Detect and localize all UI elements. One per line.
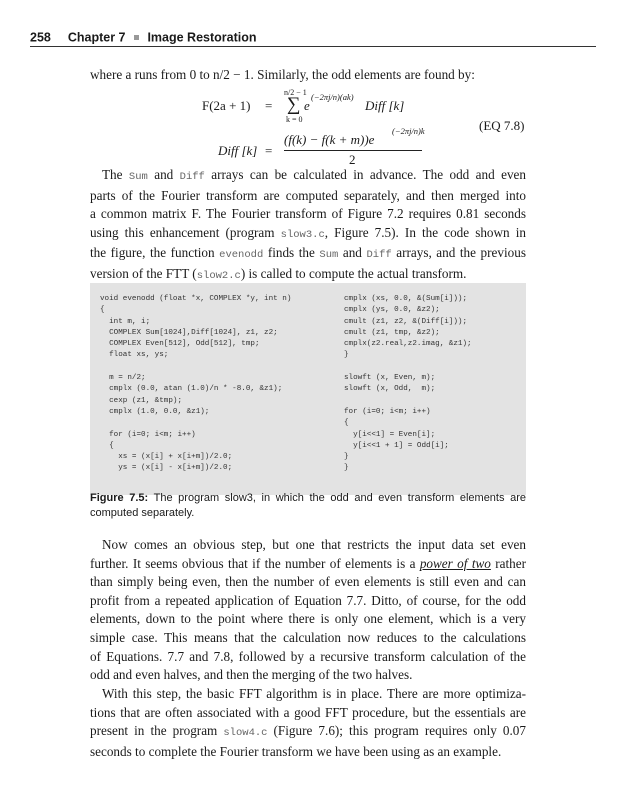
code-line: slowft (x, Even, m); — [344, 374, 436, 383]
equation-label: (EQ 7.8) — [479, 118, 525, 133]
eq-e: e — [304, 98, 310, 113]
code-line: m = n/2; — [100, 374, 146, 383]
code-inline: Sum — [128, 171, 148, 183]
code-inline: slow3.c — [280, 228, 325, 241]
code-line: cmplx (1.0, 0.0, &z1); — [100, 407, 210, 416]
separator-square-icon — [134, 35, 139, 40]
eq-equals-1: = — [265, 98, 273, 113]
code-inline: Sum — [319, 249, 339, 262]
code-line: xs = (x[i] + x[i+m])/2.0; — [100, 453, 233, 462]
code-line: cmult (z1, z2, &(Diff[i])); — [344, 317, 468, 326]
code-inline: slow2.c — [196, 269, 241, 282]
code-inline: Diff — [179, 171, 205, 183]
code-line: float xs, ys; — [100, 351, 169, 360]
chapter-label: Chapter 7 — [67, 30, 126, 45]
eq-denominator: 2 — [349, 152, 356, 167]
code-line: } — [344, 351, 349, 360]
code-line: { — [100, 306, 105, 315]
eq-exp-1: (−2πj/n)(ak) — [311, 92, 354, 102]
code-inline: slow4.c — [223, 727, 268, 740]
sigma-icon: ∑ — [287, 94, 301, 115]
eq-lhs-2: Diff [k] — [218, 143, 258, 158]
eq-numerator: (f(k) − f(k + m))e — [284, 132, 375, 147]
intro-paragraph: where a runs from 0 to n/2 − 1. Similarly, the odd elements are found by: — [90, 67, 475, 82]
paragraph-3: With this step, the basic FFT algorithm is in place. There are more optimiza- tions that are often associated with a good FFT procedure, but the essentials are present in the program slow4.c (Figure 7.6); this program requires only 0.07 seconds to complete the Fourier transform we have been using as an example. — [90, 686, 526, 759]
code-line: int m, i; — [100, 317, 151, 326]
code-line: for (i=0; i<m; i++) — [100, 430, 196, 439]
code-line: cmplx(z2.real,z2.imag, &z1); — [344, 340, 472, 349]
code-line: y[i<<1] = Even[i]; — [344, 430, 436, 439]
eq-lhs-1: F(2a + 1) — [202, 98, 251, 113]
code-line: } — [344, 453, 349, 462]
paragraph-1: The Sum and Diff arrays can be calculated in advance. The odd and even parts of the Fourier transform are computed separately, and then merged into a common matrix F. The Fourier transform of Figure 7.2 requires 0.81 seconds using this enhancement (program slow3.c, Figure 7.5). In the code shown in the figure, the function evenodd finds the Sum and Diff arrays, and the previous version of the FTT (slow2.c) is called to compute the actual transform. — [90, 167, 526, 282]
page-number: 258 — [30, 30, 51, 45]
code-line: { — [344, 419, 349, 428]
code-closing-brace: } — [344, 464, 349, 472]
emphasis: power of two — [419, 555, 491, 571]
code-column-right — [344, 294, 472, 463]
code-listing — [90, 283, 526, 495]
caption-text: The program slow3, in which the odd and even transform elements are computed separately. — [90, 492, 526, 519]
header-rule — [30, 46, 596, 47]
code-line: cmplx (xs, 0.0, &(Sum[i])); — [344, 295, 468, 303]
fraction-bar — [284, 150, 422, 151]
code-line: cmplx (0.0, atan (1.0)/n * -8.0, &z1); — [100, 385, 283, 394]
code-line: slowft (x, Odd, m); — [344, 385, 436, 394]
eq-sum-top: n/2 − 1 — [284, 88, 307, 97]
eq-equals-2: = — [265, 143, 273, 158]
code-inline: Diff — [366, 249, 392, 262]
code-line: cexp (z1, &tmp); — [100, 396, 183, 405]
code-line: void evenodd (float *x, COMPLEX *y, int n) — [100, 295, 292, 303]
code-inline: evenodd — [219, 249, 264, 262]
code-line: cmult (z1, tmp, &z2); — [344, 328, 440, 337]
paragraph-2: Now comes an obvious step, but one that restricts the input data set even further. It seems obvious that if the number of elements is a power of two rather than simply being even, then the number of even elements is still even and can profit from a repeated application of Equation 7.7. Ditto, of course, for the odd elements, down to the point where there is only one element, which is a very simple case. This means that the calculation now reduces to the calculations of Equations. 7.7 and 7.8, followed by a recursive transform calculation of the odd and even halves, and then the merging of the two halves. — [90, 537, 527, 683]
eq-exp-2: (−2πj/n)k — [392, 126, 425, 136]
code-line: y[i<<1 + 1] = Odd[i]; — [344, 441, 449, 450]
code-line: { — [100, 441, 114, 450]
figure-label: Figure 7.5: — [90, 492, 149, 504]
running-header — [30, 30, 596, 46]
eq-sum-bottom: k = 0 — [286, 115, 303, 124]
code-column-left — [100, 294, 291, 475]
code-line: COMPLEX Even[512], Odd[512], tmp; — [100, 340, 260, 349]
section-title: Image Restoration — [147, 30, 257, 45]
code-line: for (i=0; i<m; i++) — [344, 407, 431, 416]
code-line: COMPLEX Sum[1024],Diff[1024], z1, z2; — [100, 328, 278, 337]
eq-diff-term: Diff [k] — [365, 98, 405, 113]
code-line: cmplx (ys, 0.0, &z2); — [344, 306, 440, 315]
code-line: ys = (x[i] - x[i+m])/2.0; — [100, 464, 233, 473]
figure-caption — [90, 491, 526, 520]
